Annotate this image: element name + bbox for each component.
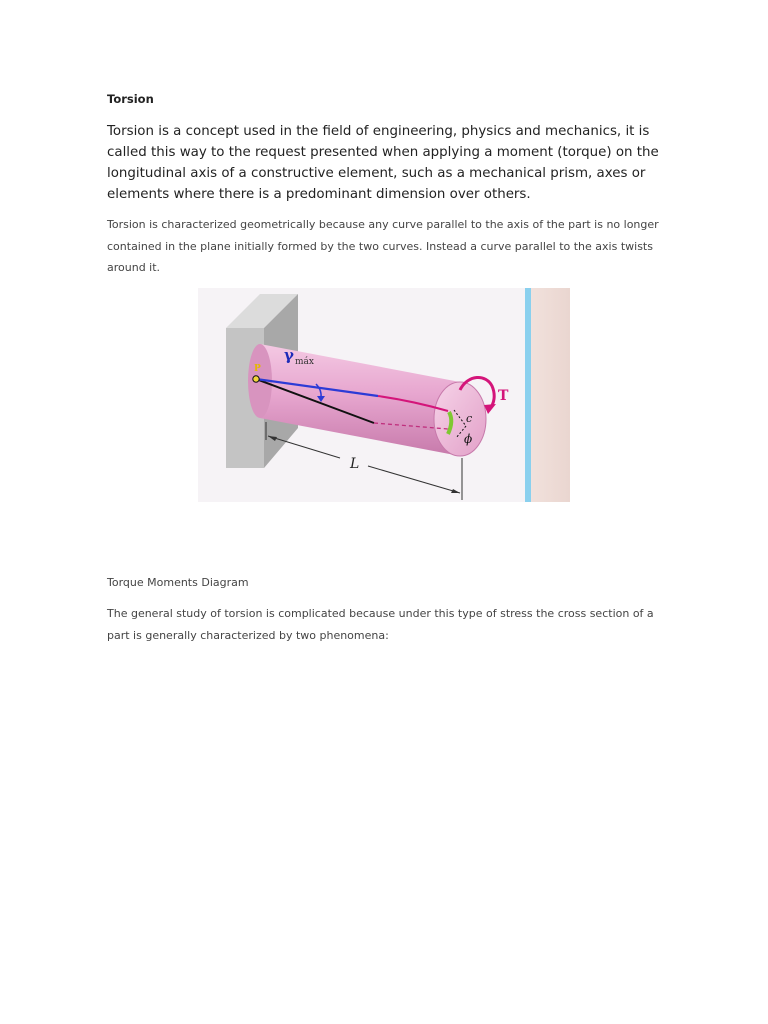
right-edge <box>525 288 531 502</box>
gamma-subscript: máx <box>295 357 314 367</box>
body-paragraph-1: Torsion is characterized geometrically because any curve parallel to the axis of the part is no longer contained in the plane initially formed by the two curves. Instead a curve parallel to the axis twists around it. <box>107 218 659 274</box>
angle-label: ϕ <box>464 432 473 446</box>
lead-paragraph: Torsion is a concept used in the field of engineering, physics and mechanics, it is called this way to the request presented when applying a moment (torque) on the longitudinal axis of a constructive element, such as a mechanical prism, axes or elements where there is a predominant dimension over others. <box>107 124 659 202</box>
torsion-diagram <box>198 288 570 502</box>
point-p <box>253 376 259 382</box>
body-paragraph-2: The general study of torsion is complicated because under this type of stress the cross section of a part is generally characterized by two phenomena: <box>107 607 654 642</box>
point-p-label: P <box>254 364 261 374</box>
gamma-label: γ <box>284 346 294 364</box>
torsion-figure <box>198 288 570 502</box>
torque-label: T <box>498 388 509 404</box>
section-heading: Torsion <box>107 92 154 106</box>
length-label: L <box>350 456 360 472</box>
figure-caption: Torque Moments Diagram <box>107 576 249 589</box>
shaft-end-face <box>434 382 486 456</box>
radius-label: c <box>466 412 473 425</box>
right-panel <box>531 288 570 502</box>
